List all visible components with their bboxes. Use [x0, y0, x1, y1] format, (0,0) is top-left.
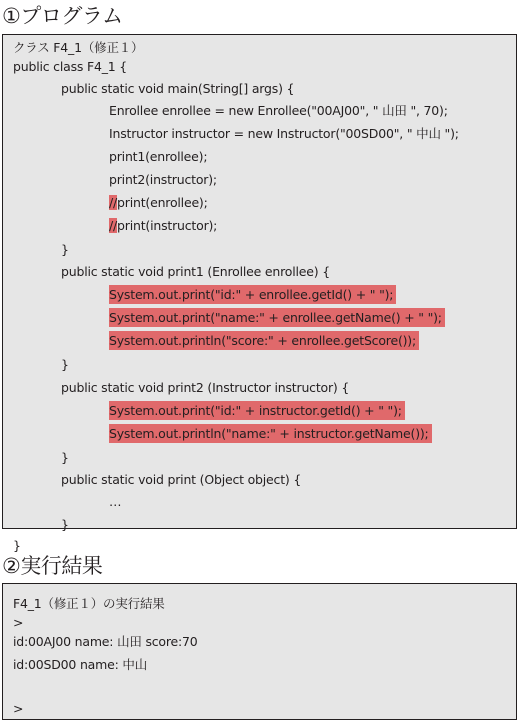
program-code-box [2, 34, 517, 553]
code-call-print2: print2(instructor); [109, 172, 217, 187]
code-close-class: } [13, 538, 21, 553]
code-print2-line1: System.out.print("id:" + instructor.getId() + " "); [109, 403, 405, 419]
comment-highlight: // [109, 195, 118, 210]
result-box-title: F4_1（修正１）の実行結果 [13, 596, 165, 611]
code-print1-line2: System.out.print("name:" + enrollee.getName() + " "); [109, 310, 445, 326]
code-print2-line2: System.out.println("name:" + instructor.getName()); [109, 426, 432, 442]
code-call-print1: print1(enrollee); [109, 149, 208, 164]
code-close-main: } [61, 242, 69, 257]
code-ellipsis: … [109, 494, 122, 509]
code-class-decl: public class F4_1 { [13, 59, 128, 74]
code-instructor-new: Instructor instructor = new Instructor("00SD00", " 中山 "); [109, 126, 459, 141]
code-main-decl: public static void main(String[] args) { [61, 81, 295, 96]
code-close-print2: } [61, 450, 69, 465]
code-print-decl: public static void print (Object object) { [61, 472, 302, 487]
console-output-line: id:00SD00 name: 中山 [13, 657, 147, 672]
section-heading-result: ②実行結果 [2, 554, 103, 578]
section-heading-program: ①プログラム [2, 4, 123, 28]
code-print1-line1: System.out.print("id:" + enrollee.getId() + " "); [109, 287, 396, 303]
console-prompt-end: > [13, 701, 24, 716]
code-commented-print-instructor: //print(instructor); [109, 218, 218, 233]
execution-result-box [2, 583, 517, 720]
code-commented-print-enrollee: //print(enrollee); [109, 195, 208, 210]
console-output-line: id:00AJ00 name: 山田 score:70 [13, 634, 198, 649]
code-print1-line3: System.out.println("score:" + enrollee.getScore()); [109, 333, 419, 349]
code-close-print1: } [61, 357, 69, 372]
code-enrollee-new: Enrollee enrollee = new Enrollee("00AJ00", " 山田 ", 70); [109, 103, 448, 118]
code-print2-decl: public static void print2 (Instructor instructor) { [61, 380, 350, 395]
console-prompt: > [13, 615, 24, 630]
code-print1-decl: public static void print1 (Enrollee enrollee) { [61, 264, 330, 279]
program-box-title: クラス F4_1（修正１） [13, 40, 144, 55]
comment-highlight: // [109, 218, 118, 233]
code-close-print: } [61, 517, 69, 532]
